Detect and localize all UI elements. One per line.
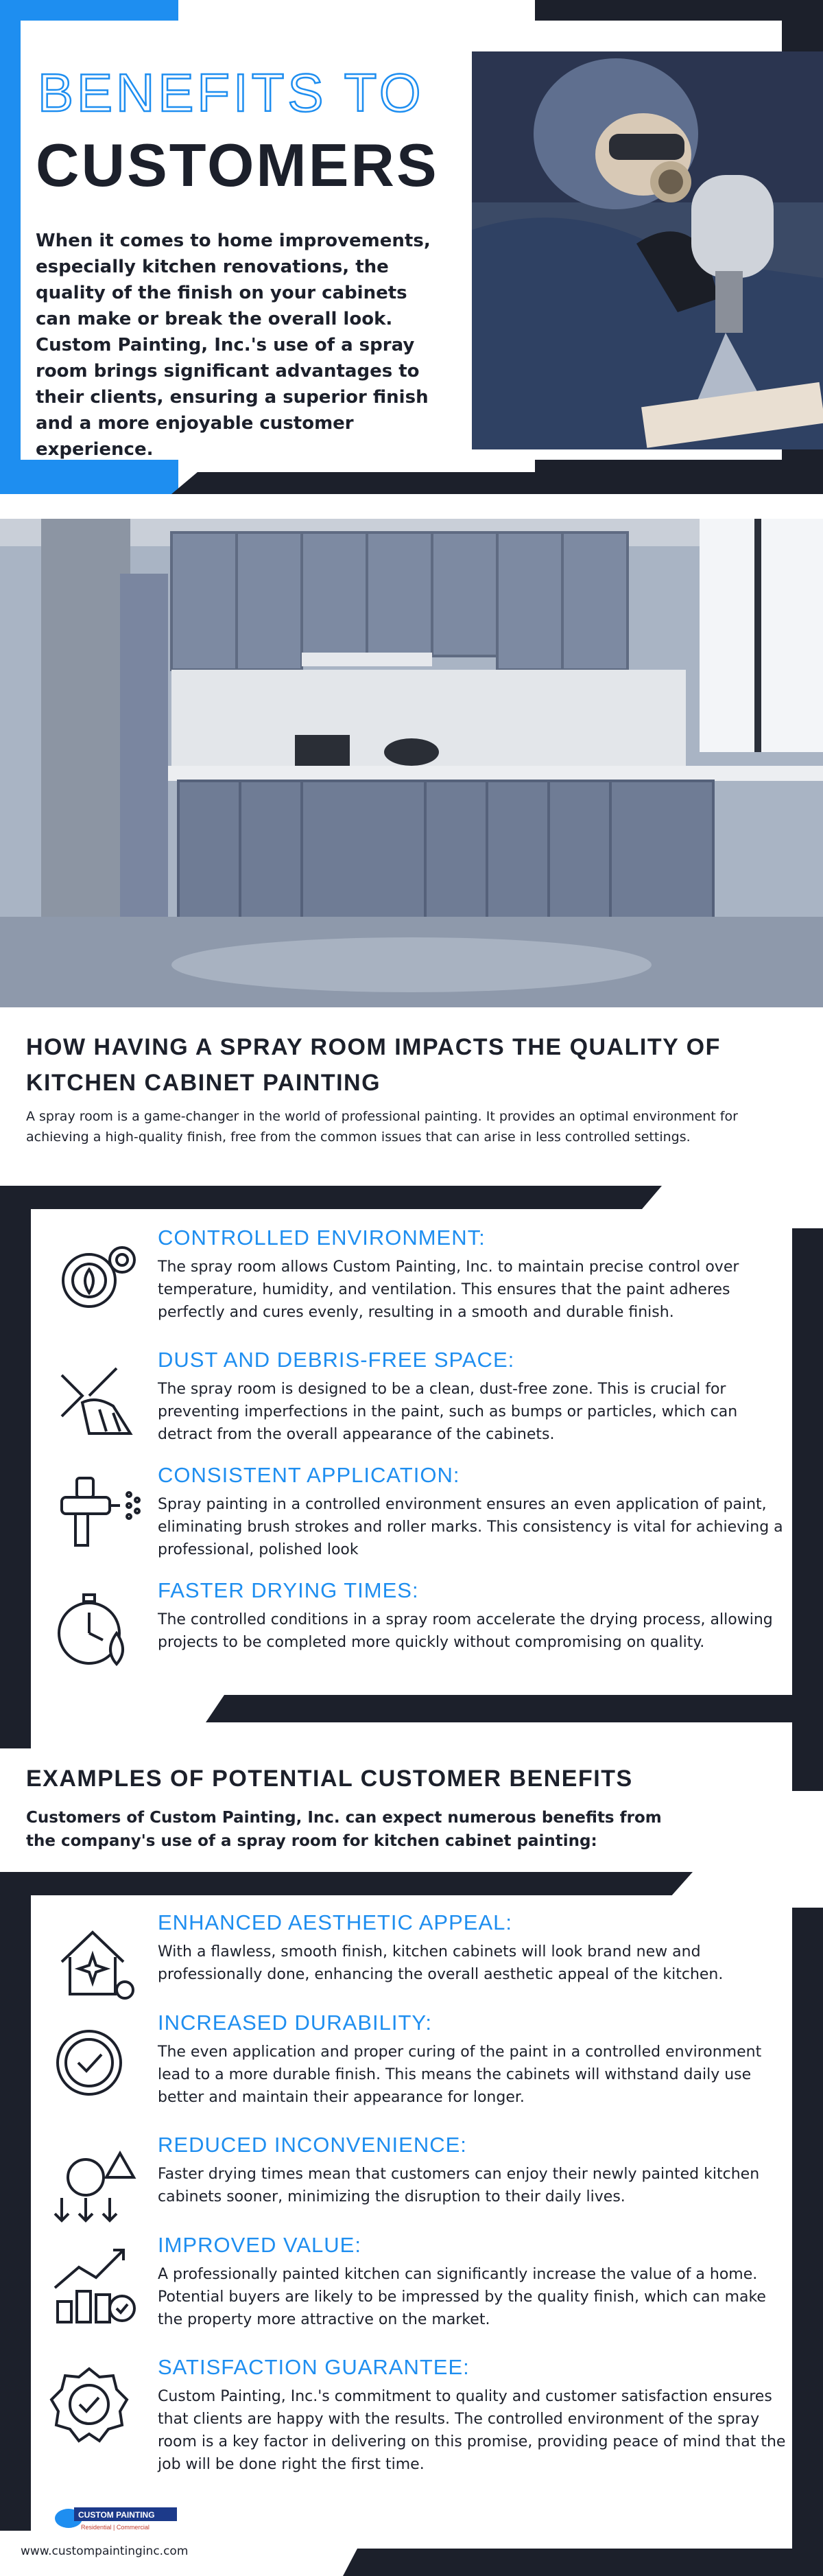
spray-painter-photo [472,51,823,449]
section2-left-rail [0,1872,31,2531]
feature-text: The spray room is designed to be a clean, dust-free zone. This is crucial for preventing imperfections in the paint, such as bumps or particles, which can detract from the overall appearance of the cabinets. [158,1381,738,1443]
kitchen-photo [0,519,823,1007]
section2-right-rail [792,1908,823,2576]
feature-text: With a flawless, smooth finish, kitchen cabinets will look brand new and professionally done, enhancing the overall aesthetic appeal of the kitchen. [158,1943,724,1983]
logo-subtext: Residential | Commercial [81,2524,150,2531]
spray-gun-icon [48,1470,144,1559]
feature-text: Faster drying times mean that customers can enjoy their newly painted kitchen cabinets sooner, minimizing the disruption to their daily lives. [158,2166,760,2205]
header-bottom-bar [171,472,823,494]
company-logo [53,2498,191,2539]
growth-chart-icon [48,2240,144,2329]
house-sparkle-icon [48,1917,144,2006]
section1-paragraph: A spray room is a game-changer in the world of professional painting. It provides an optimal environment for achieving a high-quality finish, free from the common issues that can arise in less controlled settings. [26,1109,738,1145]
stopwatch-drop-icon [48,1585,144,1674]
feature-text: Custom Painting, Inc.'s commitment to quality and customer satisfaction ensures that clients are happy with the results. The controlled environment of the spray room is a key factor in delivering on this promise, providing peace of mind that the job will be done right the first time. [158,2388,786,2473]
feature-title: IMPROVED VALUE: [158,2233,361,2257]
feature-title: INCREASED DURABILITY: [158,2011,432,2035]
intro-paragraph: When it comes to home improvements, especially kitchen renovations, the quality of the finish on your cabinets can make or break the overall look. Custom Painting, Inc.'s use of a spray room brings significant advantages to their clients, ensuring a superior finish and a more enjoyable customer experience. [36,231,431,460]
title-line1: BENEFITS TO [38,62,425,123]
feature-title: SATISFACTION GUARANTEE: [158,2355,470,2379]
feature-title: ENHANCED AESTHETIC APPEAL: [158,1910,512,1934]
logo-text: CUSTOM PAINTING [78,2510,155,2520]
header [0,0,823,494]
feature-title: DUST AND DEBRIS-FREE SPACE: [158,1348,515,1372]
section2-band-top [0,1872,693,1895]
feature-title: CONTROLLED ENVIRONMENT: [158,1226,486,1250]
guarantee-badge-icon [48,2362,144,2451]
feature-text: The even application and proper curing of the paint in a controlled environment lead to a more durable finish. This means the cabinets will withstand daily use better and maintain their appearance for longer. [158,2044,762,2106]
broom-icon [48,1355,144,1444]
down-arrows-alert-icon [48,2140,144,2229]
clock-check-icon [48,2017,144,2107]
footer-url[interactable]: www.custompaintinginc.com [21,2544,189,2558]
feature-text: The controlled conditions in a spray room accelerate the drying process, allowing projects to be completed more quickly without compromising on quality. [158,1611,773,1651]
section2-band-bottom [343,2549,823,2576]
title-line2: CUSTOMERS [36,131,439,199]
feature-text: The spray room allows Custom Painting, Inc. to maintain precise control over temperature, humidity, and ventilation. This ensures that the paint adheres perfectly and cures evenly, resulting in a smooth and durable finish. [158,1258,739,1321]
section1-left-rail [0,1186,31,1748]
gears-leaf-icon [48,1232,144,1322]
section2-paragraph: Customers of Custom Painting, Inc. can expect numerous benefits from the company's use of a spray room for kitchen cabinet painting: [26,1809,662,1850]
feature-text: A professionally painted kitchen can significantly increase the value of a home. Potential buyers are likely to be impressed by the quality finish, which can make the property more attractive on the market. [158,2266,766,2328]
section1-band-bottom [206,1695,823,1722]
feature-title: REDUCED INCONVENIENCE: [158,2133,467,2157]
section2-heading: EXAMPLES OF POTENTIAL CUSTOMER BENEFITS [26,1766,633,1792]
section1-band-top [0,1186,662,1209]
feature-title: CONSISTENT APPLICATION: [158,1463,460,1487]
feature-title: FASTER DRYING TIMES: [158,1578,419,1602]
feature-text: Spray painting in a controlled environment ensures an even application of paint, eliminating brush strokes and roller marks. This consistency is vital for achieving a professional, polished look [158,1496,783,1558]
section1-heading: HOW HAVING A SPRAY ROOM IMPACTS THE QUALITY OF KITCHEN CABINET PAINTING [26,1034,721,1096]
